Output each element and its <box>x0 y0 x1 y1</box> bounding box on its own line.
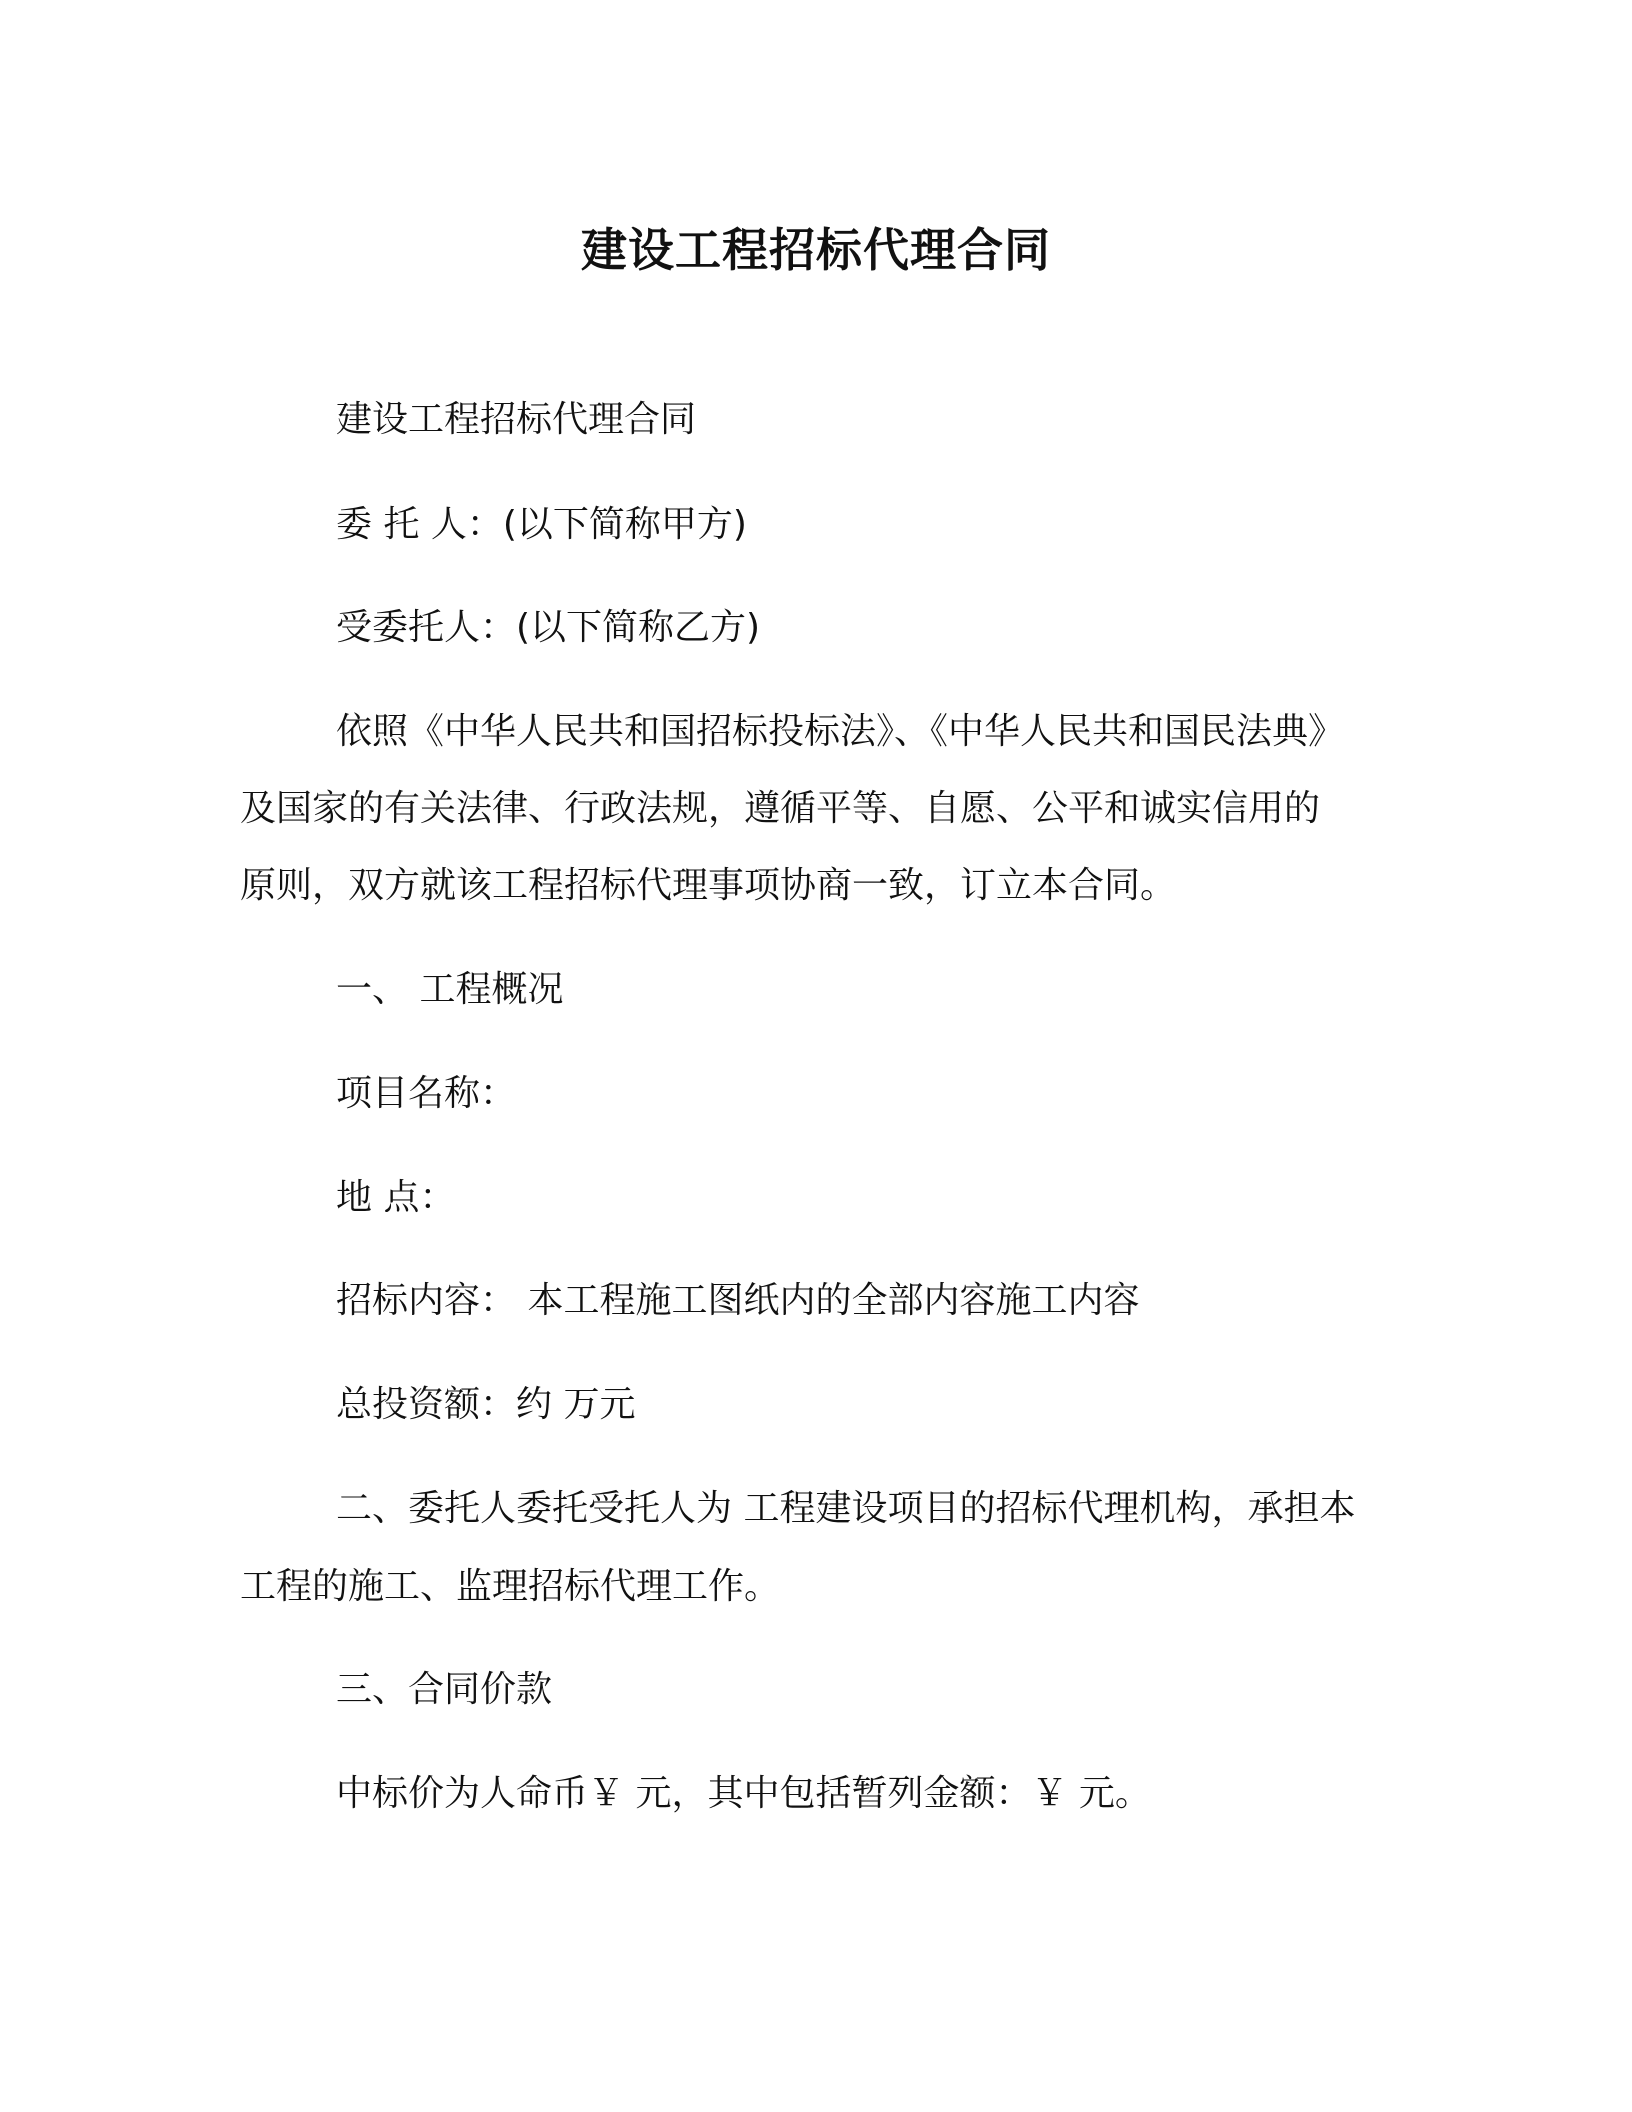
agent-line: 受委托人：(以下简称乙方) <box>336 607 761 648</box>
preamble-line-3: 原则，双方就该工程招标代理事项协商一致，订立本合同。 <box>240 865 1177 906</box>
document-title: 建设工程招标代理合同 <box>581 223 1051 277</box>
section-2-line-1: 二、委托人委托受托人为 工程建设项目的招标代理机构，承担本 <box>336 1488 1356 1529</box>
total-investment-line: 总投资额：约 万元 <box>336 1384 636 1425</box>
tender-content-line: 招标内容： 本工程施工图纸内的全部内容施工内容 <box>336 1280 1140 1321</box>
preamble-line-2: 及国家的有关法律、行政法规，遵循平等、自愿、公平和诚实信用的 <box>240 788 1321 829</box>
project-name-line: 项目名称： <box>336 1073 517 1114</box>
principal-line: 委 托 人：(以下简称甲方) <box>336 504 747 545</box>
section-1-heading: 一、 工程概况 <box>336 969 564 1010</box>
section-2-line-2: 工程的施工、监理招标代理工作。 <box>240 1566 781 1607</box>
contract-price-line: 中标价为人命币￥ 元，其中包括暂列金额：￥ 元。 <box>336 1773 1151 1814</box>
contract-subtitle: 建设工程招标代理合同 <box>336 399 697 440</box>
preamble-line-1: 依照《中华人民共和国招标投标法》、《中华人民共和国民法典》 <box>336 711 1345 752</box>
location-line: 地 点： <box>336 1177 456 1218</box>
section-3-heading: 三、合同价款 <box>336 1669 553 1710</box>
